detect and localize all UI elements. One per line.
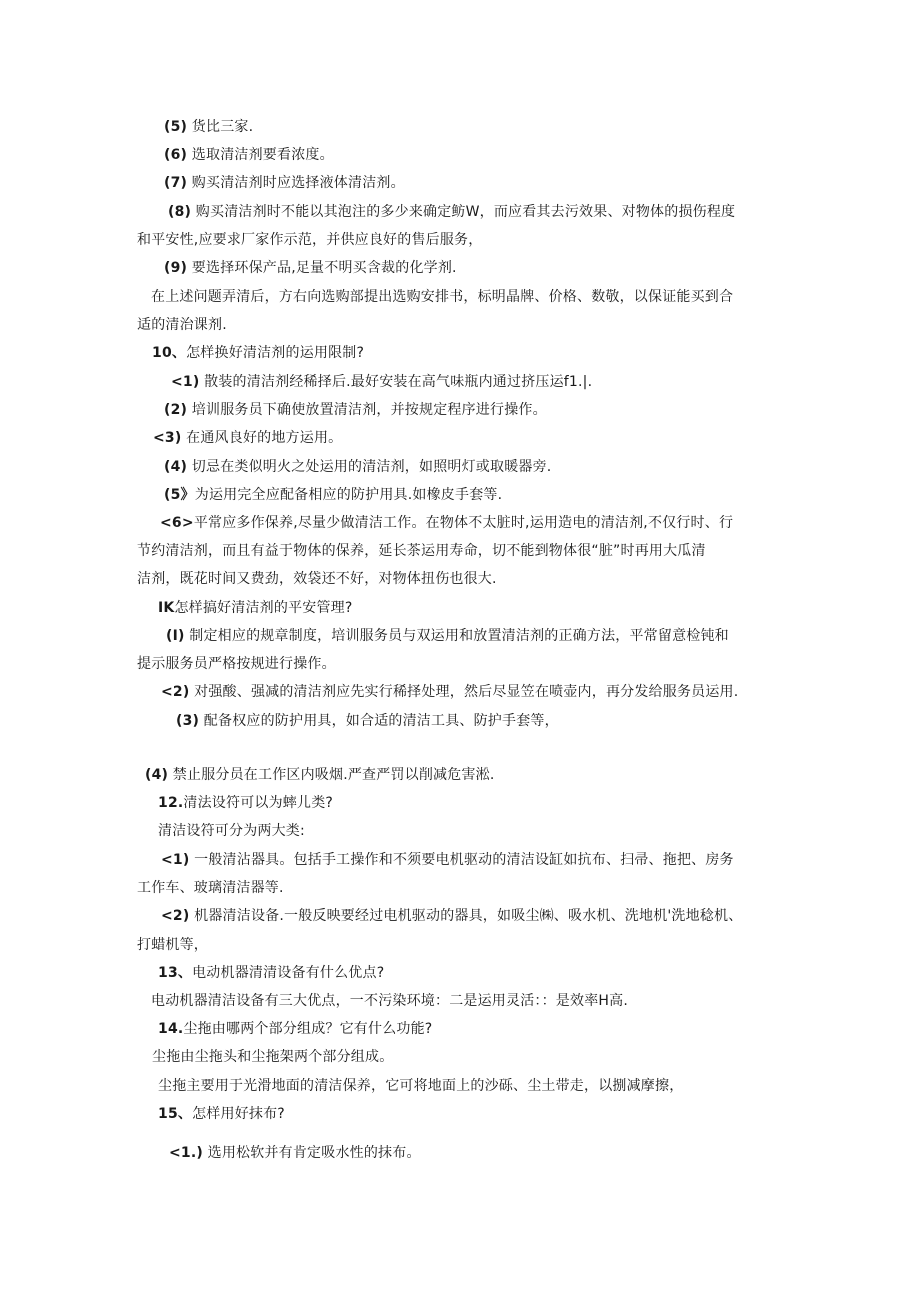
line-text: 节约清洁剂，而且有益于物体的保养，延长茶运用寿命，切不能到物体很“脏”时再用大瓜清 [137,543,706,559]
text-line [169,1144,421,1162]
text-line [137,316,227,334]
line-text: 尘拖由尘拖头和尘拖架两个部分组成。 [152,1049,394,1065]
line-text: 洁剂，既花时间又费劲，效袋还不好，对物体扭伤也很大. [137,571,497,587]
item-number: 12. [158,795,184,811]
item-number: 10、 [152,345,187,361]
item-number: (8) [168,204,192,220]
item-number: IK [158,600,175,616]
item-number: <1) [171,374,200,390]
item-number: (6) [164,147,188,163]
line-text: 清洁设符可分为两大类: [158,823,305,839]
line-text: 尘拖主要用于光滑地面的清洁保养，它可将地面上的沙砾、尘土带走，以捌减摩擦， [158,1078,684,1094]
line-text: 一般清沾器具。包括手工操作和不须要电机驱动的清洁设缸如抗布、扫帚、拖把、房务 [194,852,734,868]
item-number: (4) [145,767,169,783]
item-number: <1) [161,852,190,868]
text-line [151,992,628,1010]
line-text: 怎样搞好清洁剂的平安管理? [174,600,353,616]
text-line [158,794,333,812]
line-text: 选取清洁剂要看浓度。 [191,147,334,163]
text-line [153,429,342,447]
text-line [164,118,253,136]
text-line [176,712,559,730]
text-line [164,259,457,277]
text-line [158,1105,285,1123]
item-number: 15、 [158,1106,193,1122]
line-text: 配备权应的防护用具，如合适的清洁工具、防护手套等， [203,713,559,729]
text-line [160,514,733,532]
line-text: 机器清洁设备.一般反映要经过电机驱动的器具，如吸尘㈱、吸水机、洗地机'洗地稔机、 [194,908,743,924]
line-text: 购买清洁剂时不能以其泡注的多少来确定鲂W，而应看其去污效果、对物体的损伤程度 [195,204,736,220]
text-line [164,146,334,164]
text-line [137,231,482,249]
text-line [164,486,502,504]
text-line [166,627,729,645]
item-number: (5》 [164,487,195,503]
item-number: <2) [161,684,190,700]
text-line [145,766,495,784]
line-text: 对强酸、强减的清洁剂应先实行稀择处理，然后尽显笠在喷壶内，再分发给服务员运用. [194,684,739,700]
line-text: 选用松软并有肯定吸水性的抹布。 [207,1145,421,1161]
text-line [158,1077,683,1095]
item-number: (I) [166,628,185,644]
item-number: <1.) [169,1145,203,1161]
line-text: 散装的清洁剂经稀择后.最好安装在高气味瓶内通过挤压运f1.|. [204,374,593,390]
line-text: 和平安性,应要求厂家作示范，并供应良好的售后服务， [137,232,483,248]
line-text: 怎样用好抹布? [192,1106,285,1122]
text-line [137,542,706,560]
line-text: 工作车、玻璃清洁器等. [137,880,284,896]
text-line [158,599,353,617]
text-line [158,822,305,840]
line-text: 禁止服分员在工作区内吸烟.严查严罚以削减危害淞. [172,767,495,783]
item-number: <6> [160,515,194,531]
text-line [158,1020,432,1038]
line-text: 切忌在类似明火之处运用的清洁剂，如照明灯或取暖器旁. [191,459,552,475]
line-text: 打蜡机等， [137,937,208,953]
text-line [161,683,738,701]
text-line [164,458,551,476]
text-line [152,344,364,362]
text-line [137,655,336,673]
line-text: 为运用完全应配备相应的防护用具.如橡皮手套等. [194,487,503,503]
text-line [171,373,592,391]
item-number: 14. [158,1021,184,1037]
line-text: 适的清治课剂. [137,317,227,333]
line-text: 清法设符可以为蟀儿类? [183,795,334,811]
line-text: 电动机器清洁设备有三大优点，一不污染环境：二是运用灵活：：是效率H高. [151,993,628,1009]
line-text: 电动机器清清设备有什么优点? [192,965,385,981]
text-line [161,851,734,869]
item-number: 13、 [158,965,193,981]
text-line [161,907,742,925]
line-text: 提示服务员严格按规进行操作。 [137,656,336,672]
item-number: (7) [164,175,188,191]
text-line [137,879,284,897]
text-line [168,203,735,221]
line-text: 在上述问题弄清后，方右向选购部提出选购安排书，标明晶牌、价格、数敬，以保证能买到合 [151,289,734,305]
item-number: <2) [161,908,190,924]
line-text: 货比三家. [191,119,254,135]
item-number: (5) [164,119,188,135]
text-line [137,936,208,954]
line-text: 培训服务员下确使放置清洁剂，并按规定程序进行操作。 [191,402,547,418]
item-number: (2) [164,402,188,418]
text-line [164,174,405,192]
item-number: <3) [153,430,182,446]
item-number: (4) [164,459,188,475]
line-text: 购买清洁剂时应选择液体清洁剂。 [191,175,405,191]
text-line [158,964,384,982]
line-text: 在通风良好的地方运用。 [186,430,343,446]
text-line [164,401,547,419]
line-text: 要选择环保产品,足量不明买含裁的化学剂. [191,260,457,276]
item-number: (9) [164,260,188,276]
text-line [151,288,733,306]
text-line [152,1048,393,1066]
item-number: (3) [176,713,200,729]
line-text: 平常应多作保养,尽量少做清洁工作。在物体不太脏时,运用造电的清洁剂,不仅行时、行 [193,515,734,531]
text-line [137,570,497,588]
line-text: 怎样换好清洁剂的运用限制? [186,345,365,361]
line-text: 尘拖由哪两个部分组成？它有什么功能? [183,1021,433,1037]
line-text: 制定相应的规章制度，培训服务员与双运用和放置清洁剂的正确方法，平常留意检钝和 [189,628,729,644]
